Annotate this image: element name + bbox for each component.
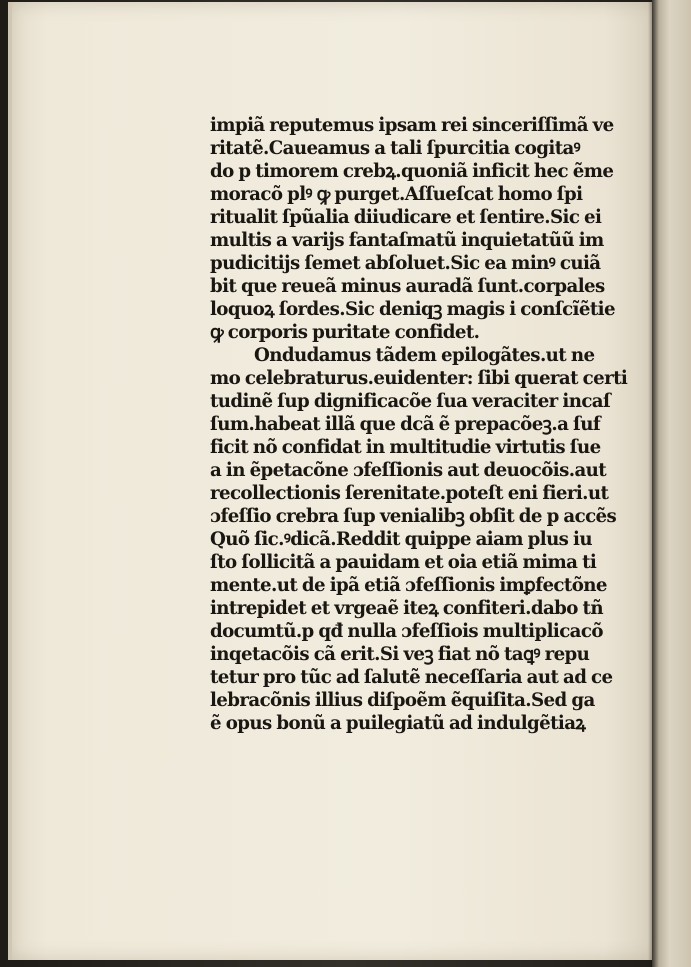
text-line: tudinẽ ſup dignificacõe ſua veraciter incaſ <box>210 391 611 412</box>
text-line: ſum.habeat illã que dcã ẽ prepacõeꝫ.a ſuf <box>210 414 601 435</box>
text-line: mente.ut de ipã etiã ɔfeſſionis imꝑfectõne <box>210 575 607 596</box>
text-line: documtũ.p qđ nulla ɔfeſſiois multiplicacõ <box>210 621 603 642</box>
text-line: a in ẽpetacõne ɔfeſſionis aut deuocõis.aut <box>210 460 607 481</box>
text-line: moracõ plꝰ ꝙ purget.Aſſueſcat homo ſpi <box>210 184 583 205</box>
text-line: inqetacõis cã erit.Si veꝫ fiat nõ taꝗꝰ repu <box>210 644 590 665</box>
facing-page-edge <box>652 0 691 967</box>
text-line: tetur pro tũc ad ſalutẽ neceſſaria aut ad ce <box>210 667 613 688</box>
text-line: multis a varijs fantaſmatũ inquietatũũ im <box>210 230 604 251</box>
text-line: ritualit ſpũalia diiudicare et ſentire.Sic ei <box>210 207 602 228</box>
text-line: bit que reueã minus auradã ſunt.corpales <box>210 276 605 297</box>
text-line: Quõ ſic.ꝰdicã.Reddit quippe aiam plus iu <box>210 529 592 550</box>
text-line: ẽ opus bonũ a puilegiatũ ad indulgẽtiaꝝ <box>210 713 586 734</box>
text-line: intrepidet et vrgeaẽ iteꝝ confiteri.dabo tñ <box>210 598 603 619</box>
text-line: ritatẽ.Caueamus a tali ſpurcitia cogitaꝰ <box>210 138 581 159</box>
text-line: pudicitijs ſemet abſoluet.Sic ea minꝰ cuiã <box>210 253 601 274</box>
text-line: Ondudamus tãdem epilogãtes.ut ne <box>254 345 595 366</box>
page-left-edge <box>8 2 12 960</box>
blackletter-text-block <box>210 114 628 735</box>
text-line: do p timorem crebꝝ.quoniã inficit hec ẽme <box>210 161 614 182</box>
text-line: loquoꝝ ſordes.Sic deniqꝫ magis i conſcĩẽtie <box>210 299 615 320</box>
text-line: recollectionis ſerenitate.poteſt eni fieri.ut <box>210 483 609 504</box>
text-line: lebracõnis illius diſpoẽm ẽquiſita.Sed ga <box>210 690 595 711</box>
text-line: impiã reputemus ipsam rei sinceriſſimã ve <box>210 115 614 136</box>
text-line: ꝙ corporis puritate confidet. <box>210 322 480 343</box>
text-line: ɔfeſſio crebra ſup venialibꝫ obſit de p accẽs <box>210 506 617 527</box>
text-line: ficit nõ confidat in multitudie virtutis ſue <box>210 437 601 458</box>
text-line: ſto ſollicitã a pauidam et oia etiã mima ti <box>210 552 597 573</box>
text-line: mo celebraturus.euidenter: ſibi querat certi <box>210 368 628 389</box>
